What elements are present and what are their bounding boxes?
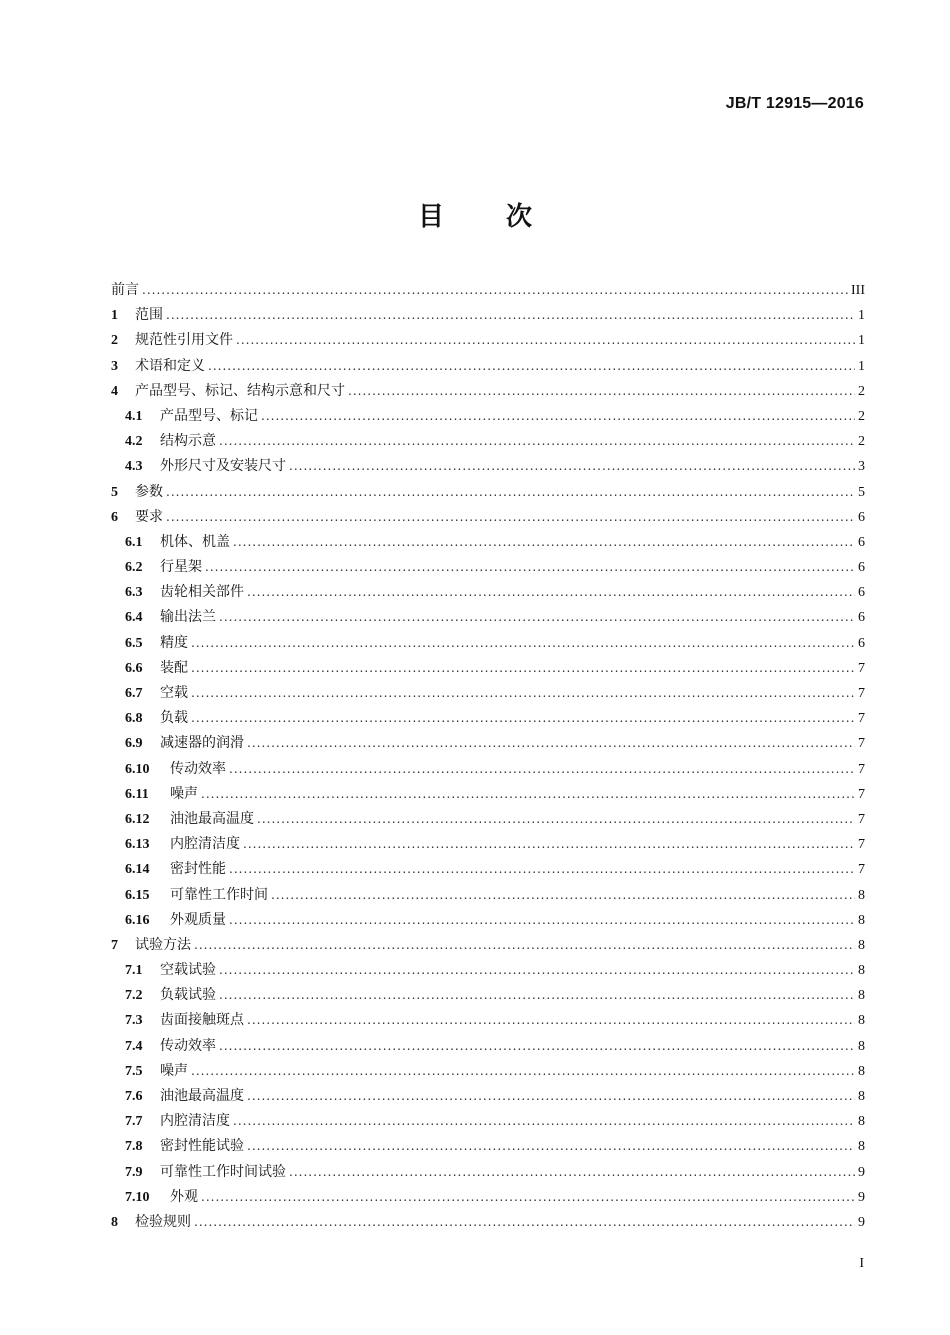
toc-entry-page: 2 [858, 408, 865, 424]
toc-entry-number: 6.7 [125, 686, 143, 701]
toc-entry-page: 7 [858, 660, 865, 676]
toc-entry[interactable] [111, 278, 865, 303]
toc-entry-title: 输出法兰 [160, 609, 216, 626]
toc-entry[interactable] [111, 505, 865, 530]
toc-entry-number: 6.12 [125, 811, 150, 827]
toc-dot-leader [166, 480, 855, 505]
toc-entry-title: 术语和定义 [135, 357, 205, 374]
toc-dot-leader [194, 1210, 855, 1235]
toc-entry-number: 7.1 [125, 963, 143, 979]
toc-entry-number: 6.13 [125, 837, 150, 853]
toc-entry[interactable] [111, 1084, 865, 1109]
toc-entry-number: 6.8 [125, 711, 143, 727]
toc-dot-leader [247, 1084, 855, 1109]
toc-dot-leader [166, 505, 855, 530]
toc-entry-page: 1 [858, 358, 865, 374]
toc-entry[interactable] [111, 379, 865, 404]
toc-entry[interactable] [111, 933, 865, 958]
toc-dot-leader [194, 933, 855, 958]
toc-entry-title: 空载试验 [160, 962, 216, 979]
toc-dot-leader [219, 429, 855, 454]
toc-entry-page: 8 [858, 887, 865, 903]
toc-entry-number: 6.3 [125, 585, 143, 601]
toc-entry[interactable] [111, 857, 865, 882]
toc-dot-leader [219, 958, 855, 983]
toc-entry-page: 8 [858, 988, 865, 1004]
toc-entry-title: 空载 [160, 685, 188, 701]
toc-entry-number: 7.3 [125, 1013, 143, 1029]
toc-dot-leader [208, 354, 855, 379]
toc-dot-leader [142, 278, 848, 303]
page-number: I [859, 1256, 864, 1271]
toc-entry-number: 6.9 [125, 736, 143, 752]
toc-entry-page: 7 [858, 837, 865, 853]
toc-entry-title: 参数 [135, 483, 163, 500]
toc-entry-page: 8 [858, 937, 865, 953]
toc-entry-page: 3 [858, 459, 865, 475]
toc-dot-leader [236, 328, 855, 353]
toc-entry-page: III [851, 283, 865, 298]
toc-entry-number: 7.10 [125, 1189, 150, 1205]
toc-entry-page: 7 [858, 862, 865, 878]
toc-entry-title: 内腔清洁度 [170, 836, 240, 853]
toc-entry-number: 6.16 [125, 912, 150, 928]
toc-entry[interactable] [111, 555, 865, 580]
toc-entry-page: 9 [858, 1214, 865, 1230]
toc-entry-title: 负载试验 [160, 987, 216, 1004]
toc-entry-number: 4.1 [125, 408, 143, 424]
toc-entry-number: 6 [111, 509, 118, 525]
toc-dot-leader [233, 1109, 855, 1134]
toc-entry[interactable] [111, 354, 865, 379]
toc-entry-title: 传动效率 [170, 760, 226, 777]
toc-entry-title: 油池最高温度 [160, 1088, 244, 1104]
toc-entry[interactable] [111, 1160, 865, 1185]
toc-dot-leader [191, 656, 855, 681]
toc-entry-title: 密封性能 [170, 861, 226, 878]
toc-entry-title: 可靠性工作时间试验 [160, 1163, 286, 1180]
toc-dot-leader [229, 908, 855, 933]
toc-entry-title: 外形尺寸及安装尺寸 [160, 458, 286, 475]
toc-entry-title: 结构示意 [160, 433, 216, 450]
toc-entry-title: 可靠性工作时间 [170, 886, 268, 903]
toc-entry-number: 6.4 [125, 610, 143, 626]
toc-dot-leader [219, 605, 855, 630]
toc-entry[interactable] [111, 958, 865, 983]
toc-entry-title: 产品型号、标记 [160, 407, 258, 424]
toc-entry-title: 行星架 [160, 559, 202, 576]
toc-dot-leader [261, 404, 855, 429]
toc-entry-page: 7 [858, 736, 865, 752]
toc-entry-page: 8 [858, 912, 865, 928]
toc-entry-number: 7 [111, 937, 118, 953]
toc-entry-page: 8 [858, 1013, 865, 1029]
toc-dot-leader [271, 883, 855, 908]
toc-dot-leader [205, 555, 855, 580]
toc-entry-page: 8 [858, 963, 865, 979]
toc-entry-number: 7.5 [125, 1063, 143, 1079]
toc-entry[interactable] [111, 1034, 865, 1059]
toc-entry[interactable] [111, 429, 865, 454]
toc-dot-leader [257, 807, 855, 832]
toc-entry-title: 前言 [111, 282, 139, 298]
toc-entry[interactable] [111, 1109, 865, 1134]
toc-entry-title: 外观质量 [170, 911, 226, 928]
toc-entry-title: 油池最高温度 [170, 810, 254, 827]
toc-entry-page: 6 [858, 560, 865, 576]
toc-entry-page: 8 [858, 1114, 865, 1130]
toc-entry-title: 范围 [135, 307, 163, 324]
toc-entry[interactable] [111, 631, 865, 656]
toc-dot-leader [243, 832, 855, 857]
toc-entry[interactable] [111, 404, 865, 429]
toc-entry-title: 精度 [160, 634, 188, 651]
toc-entry-number: 6.2 [125, 560, 143, 576]
toc-entry-page: 8 [858, 1063, 865, 1079]
toc-entry-number: 7.6 [125, 1089, 143, 1104]
toc-dot-leader [219, 1034, 855, 1059]
toc-entry-page: 9 [858, 1164, 865, 1180]
toc-entry-page: 1 [858, 333, 865, 349]
toc-entry-number: 6.10 [125, 761, 150, 777]
toc-dot-leader [201, 1185, 855, 1210]
toc-entry-number: 6.5 [125, 635, 143, 651]
toc-dot-leader [191, 631, 855, 656]
toc-entry[interactable] [111, 454, 865, 479]
toc-entry[interactable] [111, 757, 865, 782]
toc-entry-title: 机体、机盖 [160, 533, 230, 550]
toc-dot-leader [247, 580, 855, 605]
toc-entry-number: 7.7 [125, 1114, 143, 1130]
table-of-contents [111, 278, 865, 1235]
toc-entry-title: 要求 [135, 508, 163, 525]
toc-entry-number: 4.2 [125, 434, 143, 450]
toc-entry-page: 6 [858, 509, 865, 525]
toc-entry-page: 8 [858, 1089, 865, 1104]
toc-entry-title: 噪声 [170, 785, 198, 802]
toc-dot-leader [233, 530, 855, 555]
toc-entry-title: 密封性能试验 [160, 1138, 244, 1155]
toc-entry-number: 6.1 [125, 534, 143, 550]
toc-entry[interactable] [111, 782, 865, 807]
toc-entry-page: 6 [858, 585, 865, 601]
toc-entry-title: 齿面接触斑点 [160, 1012, 244, 1029]
toc-entry-title: 检验规则 [135, 1213, 191, 1230]
toc-entry-page: 7 [858, 711, 865, 727]
toc-entry-title: 减速器的润滑 [160, 735, 244, 752]
toc-entry-title: 外观 [170, 1188, 198, 1205]
title-char-1: 目 [417, 202, 444, 232]
toc-entry-page: 5 [858, 484, 865, 500]
toc-dot-leader [289, 1160, 855, 1185]
toc-dot-leader [247, 1008, 855, 1033]
toc-entry-page: 2 [858, 383, 865, 399]
toc-entry[interactable] [111, 328, 865, 353]
toc-entry-page: 6 [858, 534, 865, 550]
toc-entry-number: 8 [111, 1214, 118, 1230]
toc-dot-leader [229, 757, 855, 782]
toc-entry-title: 产品型号、标记、结构示意和尺寸 [135, 382, 345, 399]
toc-entry-number: 6.15 [125, 887, 150, 903]
toc-entry-page: 7 [858, 761, 865, 777]
toc-entry-title: 装配 [160, 659, 188, 676]
toc-dot-leader [247, 1134, 855, 1159]
toc-entry-number: 2 [111, 333, 118, 349]
toc-entry[interactable] [111, 303, 865, 328]
toc-entry[interactable] [111, 480, 865, 505]
toc-entry-title: 负载 [160, 710, 188, 727]
toc-entry[interactable] [111, 706, 865, 731]
toc-entry-page: 8 [858, 1139, 865, 1155]
title-char-2: 次 [505, 202, 532, 232]
toc-entry[interactable] [111, 1059, 865, 1084]
toc-entry-number: 5 [111, 484, 118, 500]
toc-entry[interactable] [111, 605, 865, 630]
toc-entry-number: 4 [111, 383, 118, 399]
toc-entry[interactable] [111, 1008, 865, 1033]
toc-entry-title: 噪声 [160, 1062, 188, 1079]
toc-entry-title: 内腔清洁度 [160, 1113, 230, 1130]
toc-entry[interactable] [111, 832, 865, 857]
toc-dot-leader [229, 857, 855, 882]
toc-entry-page: 6 [858, 635, 865, 651]
toc-entry-page: 7 [858, 786, 865, 802]
toc-entry[interactable] [111, 807, 865, 832]
toc-dot-leader [191, 706, 855, 731]
toc-entry-page: 2 [858, 434, 865, 450]
toc-dot-leader [191, 1059, 855, 1084]
toc-entry-number: 6.6 [125, 660, 143, 676]
toc-entry-number: 6.14 [125, 862, 150, 878]
toc-entry[interactable] [111, 883, 865, 908]
toc-entry[interactable] [111, 731, 865, 756]
toc-dot-leader [247, 731, 855, 756]
toc-entry-number: 7.9 [125, 1164, 143, 1180]
toc-entry-page: 7 [858, 686, 865, 701]
toc-entry-number: 3 [111, 358, 118, 374]
toc-entry[interactable] [111, 530, 865, 555]
page-title [0, 196, 950, 233]
standard-code: JB/T 12915—2016 [725, 95, 864, 112]
toc-dot-leader [191, 681, 855, 706]
toc-entry-number: 7.8 [125, 1139, 143, 1155]
toc-dot-leader [219, 983, 855, 1008]
toc-entry-page: 9 [858, 1189, 865, 1205]
toc-dot-leader [166, 303, 855, 328]
toc-entry-page: 1 [858, 308, 865, 324]
toc-entry[interactable] [111, 1185, 865, 1210]
toc-entry-number: 7.4 [125, 1038, 143, 1054]
toc-entry-title: 规范性引用文件 [135, 332, 233, 349]
toc-entry[interactable] [111, 908, 865, 933]
toc-entry-number: 7.2 [125, 988, 143, 1004]
toc-entry-number: 6.11 [125, 786, 149, 802]
toc-entry[interactable] [111, 656, 865, 681]
toc-entry-page: 7 [858, 811, 865, 827]
toc-entry-title: 试验方法 [135, 936, 191, 953]
toc-entry-page: 8 [858, 1038, 865, 1054]
toc-dot-leader [289, 454, 855, 479]
toc-entry-number: 4.3 [125, 459, 143, 475]
toc-entry[interactable] [111, 1134, 865, 1159]
toc-entry[interactable] [111, 580, 865, 605]
toc-entry-page: 6 [858, 610, 865, 626]
toc-entry[interactable] [111, 983, 865, 1008]
toc-entry[interactable] [111, 681, 865, 706]
toc-dot-leader [201, 782, 855, 807]
toc-entry-number: 1 [111, 308, 118, 324]
toc-entry-title: 齿轮相关部件 [160, 584, 244, 601]
toc-entry[interactable] [111, 1210, 865, 1235]
toc-dot-leader [348, 379, 855, 404]
toc-entry-title: 传动效率 [160, 1037, 216, 1054]
